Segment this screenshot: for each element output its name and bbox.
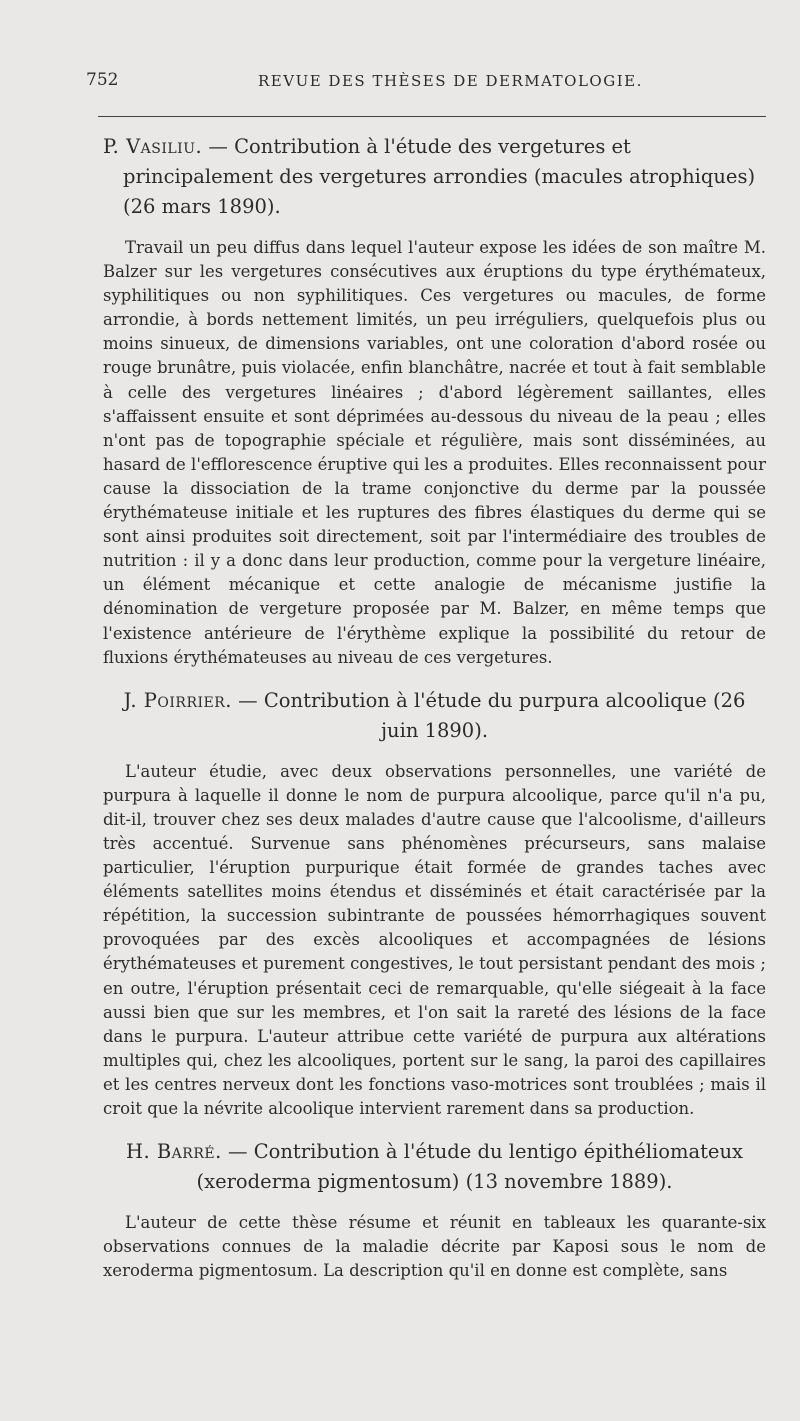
entry-author-2: J. Poirrier.: [123, 688, 232, 712]
entry-dash-1: —: [202, 135, 235, 158]
entry-summary-3: L'auteur de cette thèse résume et réunit en tableaux les quarante-six observations connues de la maladie décrite par Kaposi sous le nom de xeroderma pigmentosum. La description qu'il en donne est complète, sans: [103, 1213, 766, 1281]
entry-summary-2: L'auteur étudie, avec deux observations personnelles, une variété de purpura à laquelle il donne le nom de purpura alcoolique, parce qu'il n'a pu, dit-il, trouver chez ses deux malades d'autre cause que l'alcoolisme, d'ailleurs très accentué. Survenue sans phénomènes précurseurs, sans malaise particulier, l'éruption purpurique était formée de grandes taches avec éléments satellites moins étendus et disséminés et était caractérisée par la répétition, la succession subintrante de poussées hémorrhagiques souvent provoquées par des excès alcooliques et accompagnées de lésions érythémateuses et purement congestives, le tout persistant pendant des mois ; en outre, l'éruption présentait ceci de remarquable, qu'elle siégeait à la face aussi bien que sur les membres, et l'on sait la rareté des lésions de la face dans le purpura. L'auteur attribue cette variété de purpura aux altérations multiples qui, chez les alcooliques, portent sur le sang, la paroi des capillaires et les centres nerveux dont les fonctions vaso-motrices sont troublées ; mais il croit que la névrite alcoolique intervient rarement dans sa production.: [103, 761, 766, 1118]
entry-dash-3: —: [221, 1140, 254, 1164]
header-rule: [98, 116, 766, 117]
entry-heading-2: [103, 686, 766, 746]
page-number: 752: [86, 70, 119, 90]
entry-title-1: Contribution à l'étude des vergetures et principalement des vergetures arrondies (macules atrophiques) (26 mars 1890).: [123, 135, 756, 218]
entry-title-3: Contribution à l'étude du lentigo épithéliomateux (xeroderma pigmentosum) (13 novembre 1889).: [196, 1140, 744, 1194]
entry-summary-1: Travail un peu diffus dans lequel l'auteur expose les idées de son maître M. Balzer sur les vergetures consécutives aux éruptions du type érythémateux, syphilitiques ou non syphilitiques. Ces vergetures ou macules, de forme arrondie, à bords nettement limités, un peu irréguliers, quelquefois plus ou moins sinueux, de dimensions variables, ont une coloration d'abord rosée ou rouge brunâtre, puis violacée, enfin blanchâtre, nacrée et tout à fait semblable à celle des vergetures linéaires ; d'abord légèrement saillantes, elles s'affaissent ensuite et sont déprimées au-dessous du niveau de la peau ; elles n'ont pas de topographie spéciale et régulière, mais sont disséminées, au hasard de l'efflorescence éruptive qui les a produites. Elles reconnaissent pour cause la dissociation de la trame conjonctive du derme par la poussée érythémateuse initiale et les ruptures des fibres élastiques du derme qui se sont ainsi produites soit directement, soit par l'intermédiaire des troubles de nutrition : il y a donc dans leur production, comme pour la vergeture linéaire, un élément mécanique et cette analogie de mécanisme justifie la dénomination de vergeture proposée par M. Balzer, en même temps que l'existence antérieure de l'érythème explique la possibilité du retour de fluxions érythémateuses au niveau de ces vergetures.: [103, 238, 766, 667]
entry-heading-1: [103, 132, 766, 222]
entry-title-2: Contribution à l'étude du purpura alcoolique (26 juin 1890).: [263, 688, 746, 742]
article-body: [103, 132, 766, 1283]
entry-author-3: H. Barré.: [125, 1140, 222, 1164]
running-title: REVUE DES THÈSES DE DERMATOLOGIE.: [258, 72, 643, 90]
running-header: [86, 70, 766, 100]
entry-dash-2: —: [231, 688, 264, 712]
entry-heading-3: [103, 1137, 766, 1197]
entry-author-1: P. Vasiliu.: [103, 135, 203, 158]
